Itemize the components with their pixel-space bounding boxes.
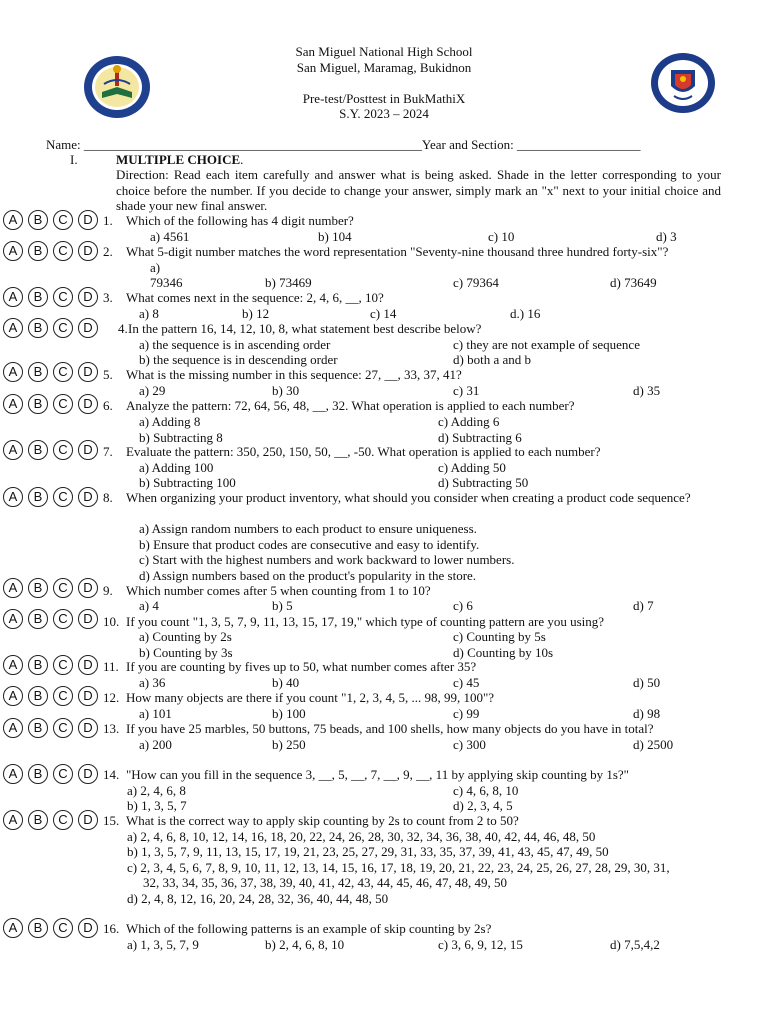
school-seal-icon [82, 54, 152, 120]
question-text: "How can you fill in the sequence 3, __, 5, __, 7, __, 9, __, 11 by applying skip counting by 1s?" [126, 767, 629, 782]
question-15 [103, 813, 723, 829]
bubble-b-q15[interactable]: B [28, 810, 48, 830]
answer-bubbles-q11 [3, 655, 98, 675]
name-section-line[interactable]: Name: ____________________________________________________Year and Section: ___________________ [46, 137, 641, 152]
question-5 [103, 367, 723, 383]
question-text: Which of the following has 4 digit number? [126, 213, 354, 228]
bubble-b-q16[interactable]: B [28, 918, 48, 938]
bubble-d-q9[interactable]: D [78, 578, 98, 598]
bubble-c-q1[interactable]: C [53, 210, 73, 230]
option-q8-1: a) Assign random numbers to each product to ensure uniqueness. [139, 521, 477, 536]
question-number: 8. [103, 490, 113, 505]
bubble-d-q11[interactable]: D [78, 655, 98, 675]
option-q4-2: c) they are not example of sequence [453, 337, 640, 352]
option-q15-5: d) 2, 4, 8, 12, 16, 20, 24, 28, 32, 36, 40, 44, 48, 50 [127, 891, 389, 906]
question-14 [103, 767, 723, 783]
question-text: What 5-digit number matches the word representation "Seventy-nine thousand three hundred forty-six"? [126, 244, 669, 259]
option-q9-4: d) 7 [633, 598, 654, 613]
question-text: Which number comes after 5 when counting from 1 to 10? [126, 583, 431, 598]
option-q11-3: c) 45 [453, 675, 480, 690]
bubble-c-q10[interactable]: C [53, 609, 73, 629]
bubble-a-q1[interactable]: A [3, 210, 23, 230]
option-q14-3: b) 1, 3, 5, 7 [127, 798, 187, 813]
question-number: 14. [103, 767, 120, 782]
bubble-b-q3[interactable]: B [28, 287, 48, 307]
option-q6-3: b) Subtracting 8 [139, 430, 223, 445]
option-q9-2: b) 5 [272, 598, 293, 613]
option-q4-4: d) both a and b [453, 352, 531, 367]
option-q10-2: c) Counting by 5s [453, 629, 546, 644]
question-1 [103, 213, 723, 229]
option-q9-3: c) 6 [453, 598, 473, 613]
answer-bubbles-q9 [3, 578, 98, 598]
bubble-a-q4[interactable]: A [3, 318, 23, 338]
option-q9-1: a) 4 [139, 598, 159, 613]
option-q7-4: d) Subtracting 50 [438, 475, 529, 490]
question-9 [103, 583, 723, 599]
bubble-b-q6[interactable]: B [28, 394, 48, 414]
bubble-d-q12[interactable]: D [78, 686, 98, 706]
bubble-d-q15[interactable]: D [78, 810, 98, 830]
bubble-b-q14[interactable]: B [28, 764, 48, 784]
question-text: How many objects are there if you count "1, 2, 3, 4, 5, ... 98, 99, 100"? [126, 690, 495, 705]
answer-bubbles-q2 [3, 241, 98, 261]
school-name: San Miguel National High School [295, 44, 473, 59]
option-q6-2: c) Adding 6 [438, 414, 500, 429]
answer-bubbles-q1 [3, 210, 98, 230]
option-q7-1: a) Adding 100 [139, 460, 214, 475]
option-q16-2: b) 2, 4, 6, 8, 10 [265, 937, 345, 952]
option-q8-3: c) Start with the highest numbers and work backward to lower numbers. [139, 552, 515, 567]
option-q10-1: a) Counting by 2s [139, 629, 232, 644]
question-number: 3. [103, 290, 113, 305]
bubble-b-q11[interactable]: B [28, 655, 48, 675]
option-q12-4: d) 98 [633, 706, 661, 721]
question-number: 11. [103, 659, 119, 674]
bubble-b-q7[interactable]: B [28, 440, 48, 460]
question-text: If you have 25 marbles, 50 buttons, 75 beads, and 100 shells, how many objects do you have in total? [126, 721, 654, 736]
option-q6-4: d) Subtracting 6 [438, 430, 522, 445]
question-2 [103, 244, 723, 260]
question-number: 7. [103, 444, 113, 459]
option-q4-1: a) the sequence is in ascending order [139, 337, 331, 352]
bubble-a-q7[interactable]: A [3, 440, 23, 460]
option-q4-3: b) the sequence is in descending order [139, 352, 338, 367]
school-address: San Miguel, Maramag, Bukidnon [296, 60, 472, 75]
question-text: Evaluate the pattern: 350, 250, 150, 50, __, -50. What operation is applied to each number? [126, 444, 601, 459]
bubble-d-q6[interactable]: D [78, 394, 98, 414]
answer-bubbles-q3 [3, 287, 98, 307]
option-q1-1: a) 4561 [150, 229, 190, 244]
question-11 [103, 659, 723, 675]
bubble-a-q13[interactable]: A [3, 718, 23, 738]
school-year: S.Y. 2023 – 2024 [339, 106, 429, 121]
option-q5-3: c) 31 [453, 383, 480, 398]
question-number: 2. [103, 244, 113, 259]
option-q16-4: d) 7,5,4,2 [610, 937, 660, 952]
deped-seal-icon [650, 52, 716, 114]
question-number: 4. [118, 321, 128, 336]
test-title: Pre-test/Posttest in BukMathiX [302, 91, 466, 106]
bubble-c-q7[interactable]: C [53, 440, 73, 460]
answer-bubbles-q7 [3, 440, 98, 460]
question-7 [103, 444, 723, 460]
question-number: 12. [103, 690, 120, 705]
bubble-b-q4[interactable]: B [28, 318, 48, 338]
bubble-b-q10[interactable]: B [28, 609, 48, 629]
answer-bubbles-q16 [3, 918, 98, 938]
question-10 [103, 614, 723, 630]
bubble-d-q13[interactable]: D [78, 718, 98, 738]
option-q2-5: d) 73649 [610, 275, 657, 290]
bubble-c-q5[interactable]: C [53, 362, 73, 382]
option-q7-2: c) Adding 50 [438, 460, 506, 475]
question-text: Which of the following patterns is an example of skip counting by 2s? [126, 921, 492, 936]
bubble-c-q9[interactable]: C [53, 578, 73, 598]
bubble-a-q11[interactable]: A [3, 655, 23, 675]
bubble-c-q15[interactable]: C [53, 810, 73, 830]
option-q13-3: c) 300 [453, 737, 486, 752]
bubble-c-q14[interactable]: C [53, 764, 73, 784]
option-q1-2: b) 104 [318, 229, 352, 244]
question-number: 9. [103, 583, 113, 598]
option-q8-2: b) Ensure that product codes are consecutive and easy to identify. [139, 537, 480, 552]
question-text: In the pattern 16, 14, 12, 10, 8, what statement best describe below? [128, 321, 482, 336]
question-text: If you count "1, 3, 5, 7, 9, 11, 13, 15, 17, 19," which type of counting pattern are you using? [126, 614, 605, 629]
bubble-d-q8[interactable]: D [78, 487, 98, 507]
option-q3-4: d.) 16 [510, 306, 541, 321]
bubble-c-q13[interactable]: C [53, 718, 73, 738]
question-8 [103, 490, 723, 506]
option-q15-4: 32, 33, 34, 35, 36, 37, 38, 39, 40, 41, 42, 43, 44, 45, 46, 47, 48, 49, 50 [143, 875, 507, 890]
bubble-a-q2[interactable]: A [3, 241, 23, 261]
bubble-a-q5[interactable]: A [3, 362, 23, 382]
bubble-a-q12[interactable]: A [3, 686, 23, 706]
question-6 [103, 398, 723, 414]
bubble-a-q10[interactable]: A [3, 609, 23, 629]
question-text: If you are counting by fives up to 50, what number comes after 35? [126, 659, 477, 674]
bubble-b-q13[interactable]: B [28, 718, 48, 738]
question-number: 1. [103, 213, 113, 228]
option-q13-4: d) 2500 [633, 737, 674, 752]
question-number: 6. [103, 398, 113, 413]
bubble-a-q6[interactable]: A [3, 394, 23, 414]
answer-bubbles-q13 [3, 718, 98, 738]
option-q13-1: a) 200 [139, 737, 172, 752]
question-number: 15. [103, 813, 120, 828]
question-text: Analyze the pattern: 72, 64, 56, 48, __, 32. What operation is applied to each number? [126, 398, 575, 413]
question-4 [118, 321, 738, 337]
bubble-a-q15[interactable]: A [3, 810, 23, 830]
option-q2-1: a) [150, 260, 161, 275]
option-q10-4: d) Counting by 10s [453, 645, 554, 660]
bubble-c-q2[interactable]: C [53, 241, 73, 261]
bubble-a-q14[interactable]: A [3, 764, 23, 784]
option-q15-3: c) 2, 3, 4, 5, 6, 7, 8, 9, 10, 11, 12, 13, 14, 15, 16, 17, 18, 19, 20, 21, 22, 23, 24, 25, 26, 27, 28, 29, 30, 31, [127, 860, 670, 875]
option-q7-3: b) Subtracting 100 [139, 475, 236, 490]
option-q12-1: a) 101 [139, 706, 172, 721]
section-title [116, 152, 243, 167]
question-text: What comes next in the sequence: 2, 4, 6, __, 10? [126, 290, 384, 305]
option-q8-4: d) Assign numbers based on the product's popularity in the store. [139, 568, 477, 583]
bubble-a-q16[interactable]: A [3, 918, 23, 938]
option-q13-2: b) 250 [272, 737, 306, 752]
bubble-c-q12[interactable]: C [53, 686, 73, 706]
option-q1-4: d) 3 [656, 229, 677, 244]
bubble-c-q6[interactable]: C [53, 394, 73, 414]
bubble-b-q9[interactable]: B [28, 578, 48, 598]
bubble-c-q16[interactable]: C [53, 918, 73, 938]
answer-bubbles-q8 [3, 487, 98, 507]
bubble-b-q8[interactable]: B [28, 487, 48, 507]
bubble-d-q7[interactable]: D [78, 440, 98, 460]
option-q3-1: a) 8 [139, 306, 159, 321]
option-q6-1: a) Adding 8 [139, 414, 201, 429]
question-text: What is the correct way to apply skip counting by 2s to count from 2 to 50? [126, 813, 519, 828]
option-q16-3: c) 3, 6, 9, 12, 15 [438, 937, 523, 952]
bubble-d-q1[interactable]: D [78, 210, 98, 230]
option-q12-3: c) 99 [453, 706, 480, 721]
option-q2-3: b) 73469 [265, 275, 312, 290]
option-q3-2: b) 12 [242, 306, 270, 321]
option-q14-4: d) 2, 3, 4, 5 [453, 798, 513, 813]
question-number: 10. [103, 614, 120, 629]
option-q11-1: a) 36 [139, 675, 166, 690]
question-number: 5. [103, 367, 113, 382]
section-number: I. [70, 152, 78, 167]
bubble-c-q4[interactable]: C [53, 318, 73, 338]
option-q12-2: b) 100 [272, 706, 306, 721]
answer-bubbles-q12 [3, 686, 98, 706]
bubble-b-q5[interactable]: B [28, 362, 48, 382]
bubble-d-q2[interactable]: D [78, 241, 98, 261]
directions: Direction: Read each item carefully and answer what is being asked. Shade in the letter corresponding to your choice before the number. If you decide to change your answer, simply mark an "x" next to your initial choice and shade your new final answer. [116, 167, 721, 213]
option-q5-4: d) 35 [633, 383, 661, 398]
option-q14-2: c) 4, 6, 8, 10 [453, 783, 519, 798]
bubble-d-q10[interactable]: D [78, 609, 98, 629]
option-q11-4: d) 50 [633, 675, 661, 690]
answer-bubbles-q14 [3, 764, 98, 784]
bubble-a-q8[interactable]: A [3, 487, 23, 507]
question-16 [103, 921, 723, 937]
option-q10-3: b) Counting by 3s [139, 645, 233, 660]
bubble-d-q16[interactable]: D [78, 918, 98, 938]
question-number: 13. [103, 721, 120, 736]
section-title-period: . [240, 152, 244, 167]
answer-bubbles-q6 [3, 394, 98, 414]
answer-bubbles-q15 [3, 810, 98, 830]
option-q11-2: b) 40 [272, 675, 300, 690]
bubble-d-q14[interactable]: D [78, 764, 98, 784]
option-q16-1: a) 1, 3, 5, 7, 9 [127, 937, 199, 952]
question-3 [103, 290, 723, 306]
bubble-d-q3[interactable]: D [78, 287, 98, 307]
answer-bubbles-q4 [3, 318, 98, 338]
question-number: 16. [103, 921, 120, 936]
question-13 [103, 721, 723, 737]
bubble-b-q12[interactable]: B [28, 686, 48, 706]
option-q2-4: c) 79364 [453, 275, 499, 290]
option-q2-2: 79346 [150, 275, 183, 290]
option-q15-1: a) 2, 4, 6, 8, 10, 12, 14, 16, 18, 20, 22, 24, 26, 28, 30, 32, 34, 36, 38, 40, 42, 44, 46, 48, 50 [127, 829, 596, 844]
section-title-text: MULTIPLE CHOICE [116, 152, 241, 167]
question-text: What is the missing number in this sequence: 27, __, 33, 37, 41? [126, 367, 462, 382]
bubble-c-q11[interactable]: C [53, 655, 73, 675]
bubble-d-q4[interactable]: D [78, 318, 98, 338]
bubble-b-q2[interactable]: B [28, 241, 48, 261]
option-q1-3: c) 10 [488, 229, 515, 244]
bubble-c-q3[interactable]: C [53, 287, 73, 307]
answer-bubbles-q5 [3, 362, 98, 382]
option-q5-1: a) 29 [139, 383, 166, 398]
answer-bubbles-q10 [3, 609, 98, 629]
option-q15-2: b) 1, 3, 5, 7, 9, 11, 13, 15, 17, 19, 21, 23, 25, 27, 29, 31, 33, 35, 37, 39, 41, 43, 45, 47, 49, 50 [127, 844, 609, 859]
option-q5-2: b) 30 [272, 383, 300, 398]
option-q14-1: a) 2, 4, 6, 8 [127, 783, 186, 798]
question-text: When organizing your product inventory, what should you consider when creating a product code sequence? [126, 490, 691, 505]
question-12 [103, 690, 723, 706]
bubble-d-q5[interactable]: D [78, 362, 98, 382]
bubble-c-q8[interactable]: C [53, 487, 73, 507]
bubble-a-q9[interactable]: A [3, 578, 23, 598]
option-q3-3: c) 14 [370, 306, 397, 321]
bubble-b-q1[interactable]: B [28, 210, 48, 230]
bubble-a-q3[interactable]: A [3, 287, 23, 307]
